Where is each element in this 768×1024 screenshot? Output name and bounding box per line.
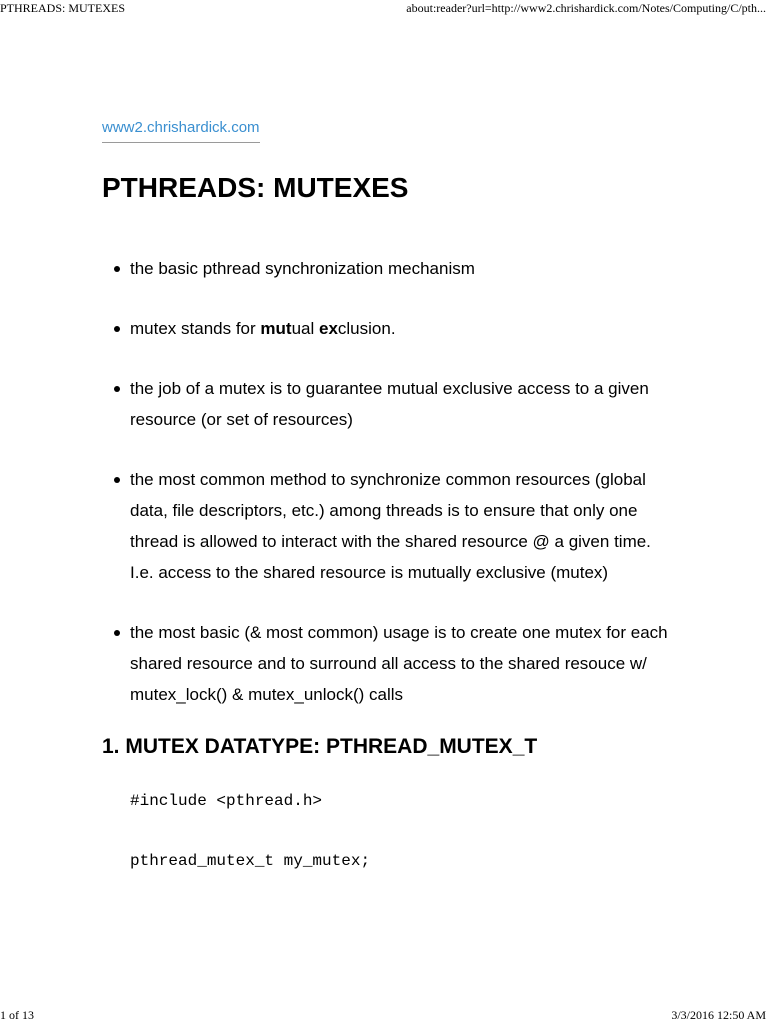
bullet-icon <box>114 630 120 636</box>
text-segment: clusion. <box>337 319 396 338</box>
print-header-url: about:reader?url=http://www2.chrishardick.com/Notes/Computing/C/pth... <box>406 1 766 15</box>
bullet-icon <box>114 266 120 272</box>
list-item <box>102 253 672 284</box>
list-item <box>102 313 672 344</box>
print-timestamp: 3/3/2016 12:50 AM <box>671 1008 766 1022</box>
list-item <box>102 464 672 588</box>
bold-emphasis: mut <box>260 319 292 338</box>
list-item <box>102 373 672 435</box>
site-link[interactable]: www2.chrishardick.com <box>102 118 260 143</box>
print-footer <box>0 1006 768 1024</box>
code-line-declaration: pthread_mutex_t my_mutex; <box>130 852 371 870</box>
bullet-list <box>102 253 672 710</box>
article-content <box>102 118 672 871</box>
section-heading: 1. MUTEX DATATYPE: PTHREAD_MUTEX_T <box>102 735 538 758</box>
list-item <box>102 617 672 710</box>
list-item-text: the most basic (& most common) usage is to create one mutex for each shared resource and to surround all access to the shared resouce w/ mutex_lock() & mutex_unlock() calls <box>130 623 668 704</box>
list-item-text <box>130 319 396 338</box>
bold-emphasis: ex <box>318 319 338 338</box>
code-line-include: #include <pthread.h> <box>130 792 323 810</box>
bullet-icon <box>114 477 120 483</box>
text-segment: ual <box>291 319 319 338</box>
bullet-icon <box>114 386 120 392</box>
bullet-icon <box>114 326 120 332</box>
list-item-text: the job of a mutex is to guarantee mutual exclusive access to a given resource (or set of resources) <box>130 379 649 429</box>
list-item-text: the basic pthread synchronization mechanism <box>130 259 475 278</box>
page-number: 1 of 13 <box>0 1008 34 1022</box>
print-header-title: PTHREADS: MUTEXES <box>0 1 126 15</box>
list-item-text: the most common method to synchronize common resources (global data, file descriptors, etc.) among threads is to ensure that only one thread is allowed to interact with the shared resource @ a given time. I.e. access to the shared resource is mutually exclusive (mutex) <box>130 470 651 582</box>
article-title: PTHREADS: MUTEXES <box>102 172 409 203</box>
print-header <box>0 0 768 16</box>
text-segment: mutex stands for <box>130 319 261 338</box>
